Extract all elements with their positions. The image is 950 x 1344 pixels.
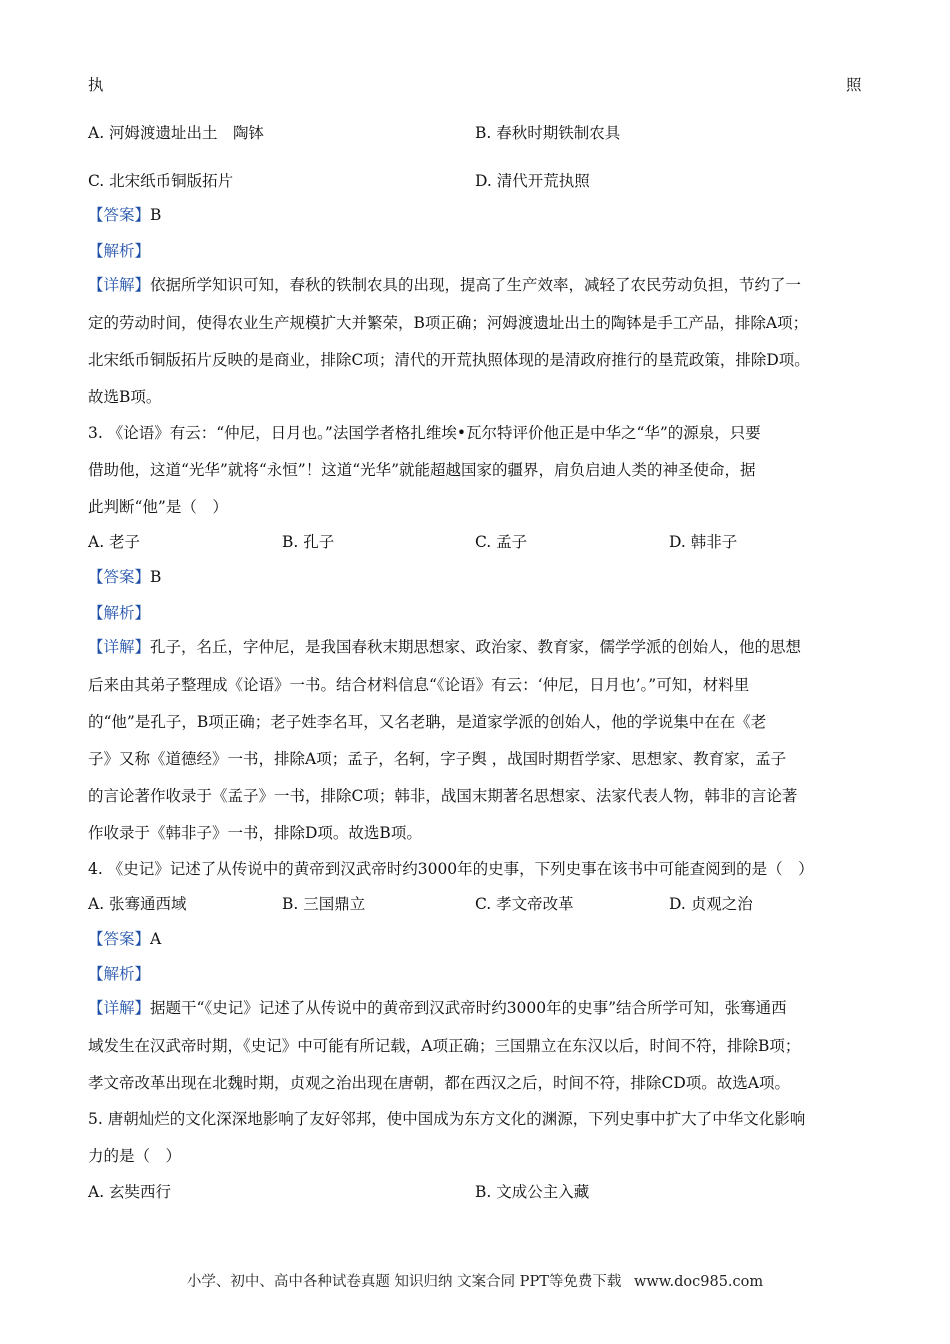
q3-detail-line: 的言论著作收录于《孟子》一书，排除C项；韩非，战国末期著名思想家、法家代表人物，韩非的言论著 bbox=[88, 787, 798, 805]
answer-value: B bbox=[150, 206, 162, 224]
q5-stem-line: 5. 唐朝灿烂的文化深深地影响了友好邻邦，使中国成为东方文化的渊源，下列史事中扩大了中华文化影响 bbox=[88, 1110, 806, 1128]
q2-detail-line: 【详解】依据所学知识可知，春秋的铁制农具的出现，提高了生产效率，减轻了农民劳动负担，节约了一 bbox=[88, 276, 802, 294]
q4-option-c: C. 孝文帝改革 bbox=[475, 895, 574, 913]
q3-analysis-tag: 【解析】 bbox=[88, 604, 151, 622]
q2-option-b: B. 春秋时期铁制农具 bbox=[475, 124, 621, 142]
q5-stem-line: 力的是（ ） bbox=[88, 1147, 182, 1165]
page-footer bbox=[0, 1270, 950, 1291]
q4-detail-line: 域发生在汉武帝时期，《史记》中可能有所记载，A项正确；三国鼎立在东汉以后，时间不符，排除B项； bbox=[88, 1037, 801, 1055]
q2-detail-line: 北宋纸币铜版拓片反映的是商业，排除C项；清代的开荒执照体现的是清政府推行的垦荒政策，排除D项。 bbox=[88, 351, 810, 369]
q3-detail-line: 【详解】孔子，名丘，字仲尼，是我国春秋末期思想家、政治家、教育家，儒学学派的创始人，他的思想 bbox=[88, 638, 802, 656]
q3-detail-line: 后来由其弟子整理成《论语》一书。结合材料信息“《论语》有云：‘仲尼，日月也’。”可知，材料里 bbox=[88, 676, 750, 694]
q5-option-a: A. 玄奘西行 bbox=[88, 1183, 172, 1201]
q4-detail-line: 【详解】据题干“《史记》记述了从传说中的黄帝到汉武帝时约3000年的史事”结合所学可知，张骞通西 bbox=[88, 999, 787, 1017]
q2-detail-line: 故选B项。 bbox=[88, 388, 162, 406]
q3-answer: 【答案】B bbox=[88, 568, 162, 586]
q4-detail-line: 孝文帝改革出现在北魏时期，贞观之治出现在唐朝，都在西汉之后，时间不符，排除CD项。故选A项。 bbox=[88, 1074, 790, 1092]
q2-answer bbox=[88, 205, 161, 225]
q5-option-b: B. 文成公主入藏 bbox=[475, 1183, 590, 1201]
q2-option-d: D. 清代开荒执照 bbox=[475, 172, 590, 190]
detail-tag: 【详解】 bbox=[88, 276, 151, 294]
q4-answer: 【答案】A bbox=[88, 930, 162, 948]
q3-detail-line: 的“他”是孔子，B项正确；老子姓李名耳，又名老聃，是道家学派的创始人，他的学说集中在在《老 bbox=[88, 713, 767, 731]
top-fragment-left: 执 bbox=[88, 76, 104, 94]
q4-stem: 4. 《史记》记述了从传说中的黄帝到汉武帝时约3000年的史事，下列史事在该书中可能查阅到的是（ ） bbox=[88, 860, 814, 878]
q2-analysis-tag: 【解析】 bbox=[88, 242, 151, 260]
q3-detail-line: 子》又称《道德经》一书，排除A项；孟子，名轲，字子舆 ，战国时期哲学家、思想家、教育家，孟子 bbox=[88, 750, 787, 768]
q3-option-d: D. 韩非子 bbox=[669, 533, 738, 551]
q3-detail-line: 作收录于《韩非子》一书，排除D项。故选B项。 bbox=[88, 824, 422, 842]
q3-stem-line: 此判断“他”是（ ） bbox=[88, 498, 228, 516]
q4-option-d: D. 贞观之治 bbox=[669, 895, 753, 913]
q2-option-c: C. 北宋纸币铜版拓片 bbox=[88, 172, 234, 190]
top-fragment-right: 照 bbox=[846, 76, 862, 94]
answer-tag: 【答案】 bbox=[88, 206, 151, 224]
q3-option-b: B. 孔子 bbox=[282, 533, 335, 551]
q4-analysis-tag: 【解析】 bbox=[88, 965, 151, 983]
q4-option-b: B. 三国鼎立 bbox=[282, 895, 366, 913]
footer-text: 小学、初中、高中各种试卷真题 知识归纳 文案合同 PPT等免费下载 bbox=[186, 1274, 622, 1290]
q3-option-c: C. 孟子 bbox=[475, 533, 528, 551]
q4-option-a: A. 张骞通西域 bbox=[88, 895, 187, 913]
q3-stem-line: 借助他，这道“光华”就将“永恒”！这道“光华”就能超越国家的疆界，肩负启迪人类的神圣使命，据 bbox=[88, 461, 756, 479]
q3-stem-line: 3. 《论语》有云：“仲尼，日月也。”法国学者格扎维埃•瓦尔特评价他正是中华之“华”的源泉，只要 bbox=[88, 424, 761, 442]
q2-option-a: A. 河姆渡遗址出土 陶钵 bbox=[88, 124, 265, 142]
footer-site-link[interactable]: www.doc985.com bbox=[633, 1274, 764, 1290]
q3-option-a: A. 老子 bbox=[88, 533, 141, 551]
q2-detail-line: 定的劳动时间，使得农业生产规模扩大并繁荣，B项正确；河姆渡遗址出土的陶钵是手工产品，排除A项； bbox=[88, 314, 809, 332]
